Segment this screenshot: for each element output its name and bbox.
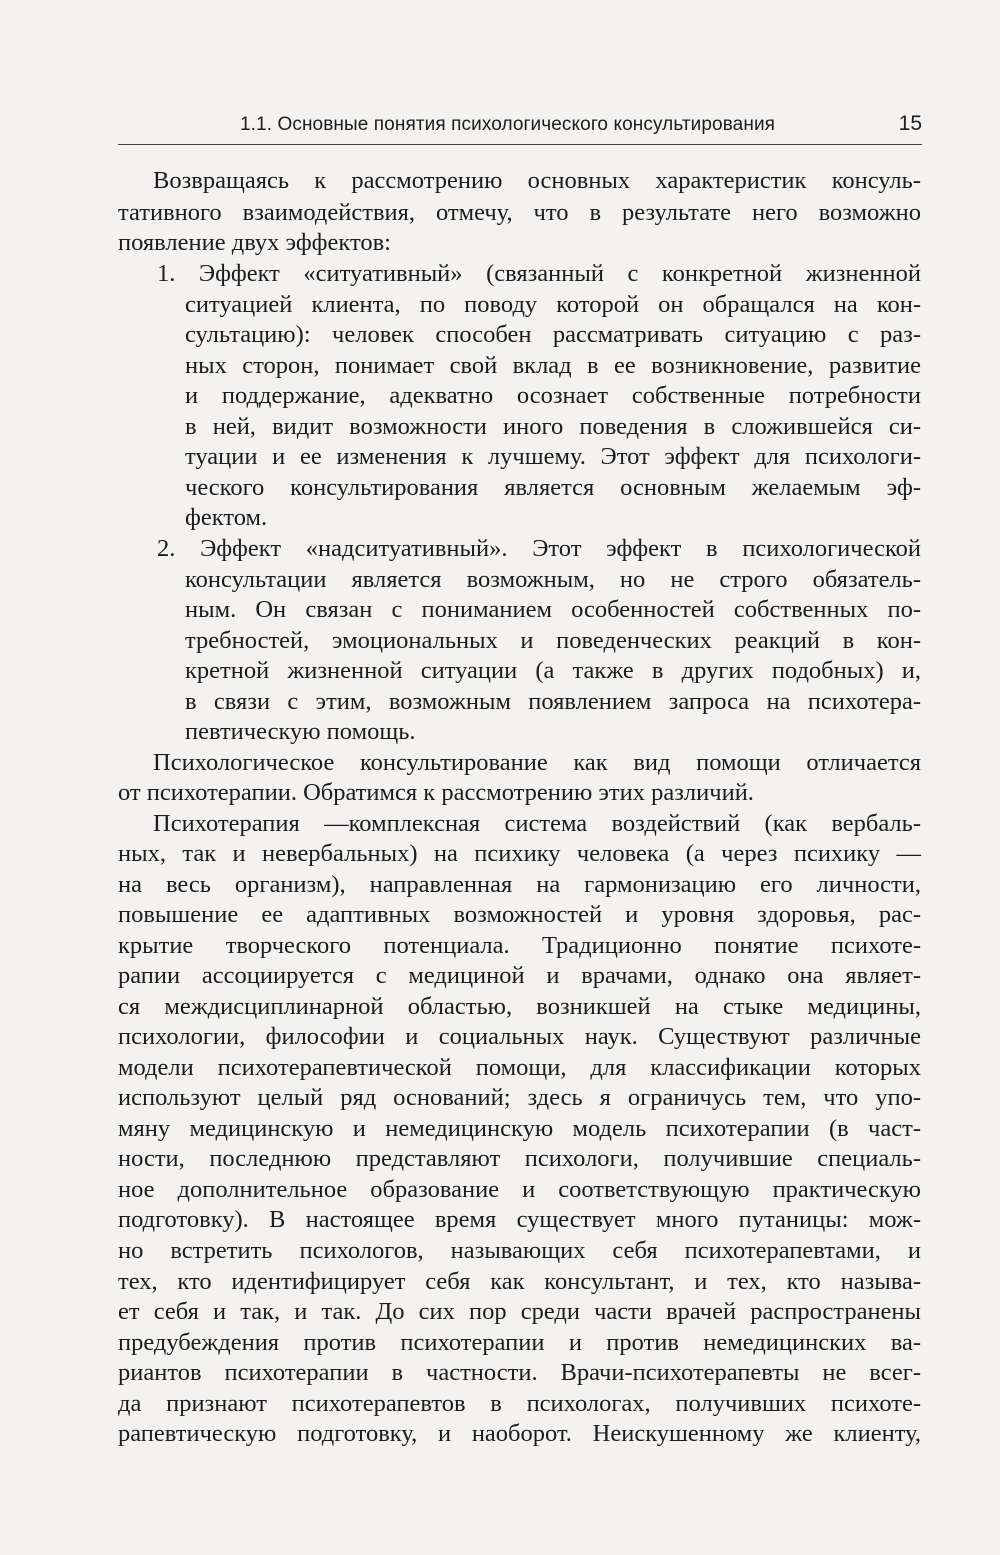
- text-line: повышение ее адаптивных возможностей и уровня здоровья, рас-: [118, 901, 921, 928]
- text-line: и поддержание, адекватно осознает собственные потребности: [185, 382, 921, 409]
- text-line: подготовку). В настоящее время существует много путаницы: мож-: [118, 1206, 921, 1233]
- text-line: ное дополнительное образование и соответствующую практическую: [118, 1176, 921, 1203]
- text-line: консультации является возможным, но не строго обязатель-: [185, 566, 921, 593]
- chapter-title: 1.1. Основные понятия психологического консультирования: [240, 114, 776, 135]
- text-line: 2. Эффект «надситуативный». Этот эффект в психологической: [157, 535, 921, 562]
- text-line: ным. Он связан с пониманием особенностей собственных по-: [185, 596, 921, 623]
- page-number: 15: [898, 112, 922, 135]
- text-line: 1. Эффект «ситуативный» (связанный с конкретной жизненной: [157, 260, 921, 287]
- text-line: но встретить психологов, называющих себя психотерапевтами, и: [118, 1237, 921, 1264]
- text-line: ных, так и невербальных) на психику человека (а через психику —: [118, 840, 921, 867]
- text-line: требностей, эмоциональных и поведенческих реакций в кон-: [185, 627, 921, 654]
- text-line: кретной жизненной ситуации (а также в других подобных) и,: [185, 657, 921, 684]
- text-line: ся междисциплинарной областью, возникшей на стыке медицины,: [118, 993, 921, 1020]
- text-line: тативного взаимодействия, отмечу, что в результате него возможно: [118, 199, 921, 226]
- text-line: сультацию): человек способен рассматривать ситуацию с раз-: [185, 321, 921, 348]
- text-line: ет себя и так, и так. До сих пор среди части врачей распространены: [118, 1298, 921, 1325]
- text-line: психологии, философии и социальных наук. Существуют различные: [118, 1023, 921, 1050]
- text-line: от психотерапии. Обратимся к рассмотрению этих различий.: [118, 779, 754, 806]
- text-line: появление двух эффектов:: [118, 229, 391, 256]
- text-line: риантов психотерапии в частности. Врачи-психотерапевты не всег-: [118, 1359, 921, 1386]
- text-line: в ней, видит возможности иного поведения в сложившейся си-: [185, 413, 921, 440]
- text-line: Возвращаясь к рассмотрению основных характеристик консуль-: [153, 167, 921, 194]
- text-line: мяну медицинскую и немедицинскую модель психотерапии (в част-: [118, 1115, 921, 1142]
- text-line: туации и ее изменения к лучшему. Этот эффект для психологи-: [185, 443, 921, 470]
- text-line: рапии ассоциируется с медициной и врачами, однако она являет-: [118, 962, 921, 989]
- text-line: Психотерапия —комплексная система воздействий (как вербаль-: [153, 810, 921, 837]
- text-line: тех, кто идентифицирует себя как консультант, и тех, кто называ-: [118, 1268, 921, 1295]
- text-line: фектом.: [185, 504, 268, 531]
- text-line: ности, последнюю представляют психологи, получившие специаль-: [118, 1145, 921, 1172]
- text-line: Психологическое консультирование как вид помощи отличается: [153, 749, 921, 776]
- text-line: крытие творческого потенциала. Традиционно понятие психоте-: [118, 932, 921, 959]
- text-line: в связи с этим, возможным появлением запроса на психотера-: [185, 688, 921, 715]
- text-line: модели психотерапевтической помощи, для классификации которых: [118, 1054, 921, 1081]
- text-line: ситуацией клиента, по поводу которой он обращался на кон-: [185, 291, 921, 318]
- text-line: ных сторон, понимает свой вклад в ее возникновение, развитие: [185, 352, 921, 379]
- text-line: да признают психотерапевтов в психологах, получивших психоте-: [118, 1390, 921, 1417]
- text-line: используют целый ряд оснований; здесь я ограничусь тем, что упо-: [118, 1084, 921, 1111]
- text-line: рапевтическую подготовку, и наоборот. Неискушенному же клиенту,: [118, 1420, 921, 1447]
- text-line: предубеждения против психотерапии и против немедицинских ва-: [118, 1329, 921, 1356]
- text-line: ческого консультирования является основным желаемым эф-: [185, 474, 921, 501]
- text-line: певтическую помощь.: [185, 718, 416, 745]
- text-line: на весь организм), направленная на гармонизацию его личности,: [118, 871, 921, 898]
